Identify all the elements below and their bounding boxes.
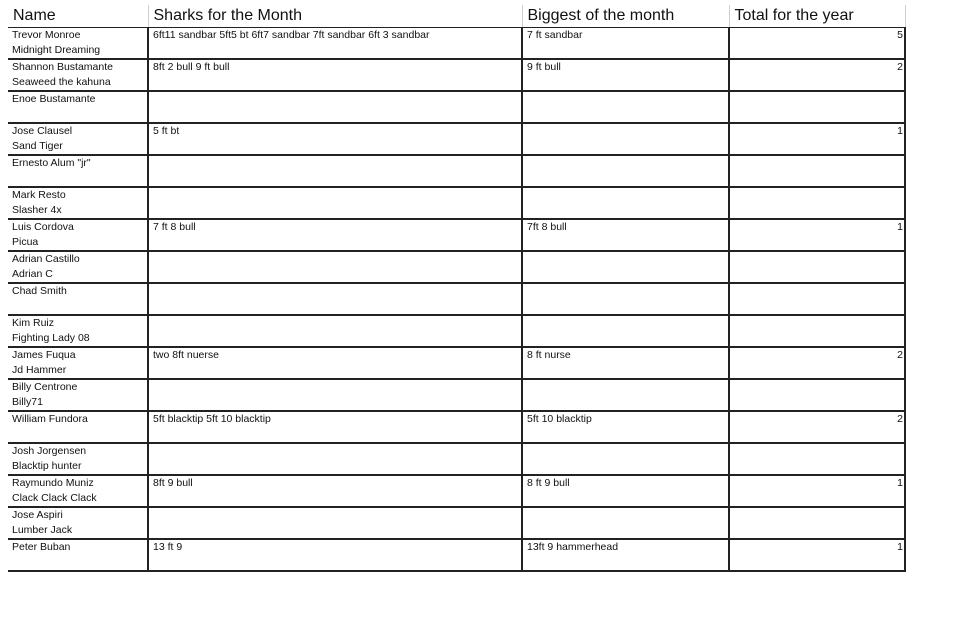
angler-name: James Fuqua [12, 349, 76, 361]
sharks-cell[interactable] [148, 507, 522, 539]
total-cell[interactable] [729, 187, 905, 219]
total-cell[interactable] [729, 315, 905, 347]
biggest-cell[interactable] [522, 187, 729, 219]
name-cell[interactable] [8, 507, 148, 539]
sharks-cell[interactable]: 5 ft bt [148, 123, 522, 155]
table-row [8, 443, 905, 475]
header-row [8, 5, 905, 28]
table-row [8, 379, 905, 411]
angler-name: Kim Ruiz [12, 317, 55, 329]
biggest-cell[interactable]: 13ft 9 hammerhead [522, 539, 729, 571]
sharks-cell[interactable] [148, 251, 522, 283]
angler-name: Ernesto Alum "jr" [12, 157, 91, 169]
name-cell[interactable] [8, 475, 148, 507]
name-cell[interactable] [8, 539, 148, 571]
biggest-cell[interactable] [522, 443, 729, 475]
angler-alias: Jd Hammer [12, 364, 67, 376]
total-cell[interactable]: 1 [729, 123, 905, 155]
angler-alias [12, 555, 147, 570]
sharks-cell[interactable] [148, 187, 522, 219]
biggest-cell[interactable]: 8 ft 9 bull [522, 475, 729, 507]
angler-alias: Lumber Jack [12, 524, 73, 536]
angler-alias: Sand Tiger [12, 140, 63, 152]
sharks-cell[interactable]: 8ft 9 bull [148, 475, 522, 507]
sharks-cell[interactable] [148, 443, 522, 475]
angler-name: Jose Aspiri [12, 509, 63, 521]
name-cell[interactable] [8, 91, 148, 123]
angler-name: Raymundo Muniz [12, 477, 94, 489]
table-row [8, 283, 905, 315]
biggest-cell[interactable]: 7ft 8 bull [522, 219, 729, 251]
table-row [8, 91, 905, 123]
name-cell[interactable] [8, 59, 148, 91]
angler-alias: Fighting Lady 08 [12, 332, 90, 344]
total-cell[interactable]: 1 [729, 539, 905, 571]
angler-name: Chad Smith [12, 285, 67, 297]
name-cell[interactable] [8, 443, 148, 475]
table-row [8, 187, 905, 219]
total-cell[interactable] [729, 443, 905, 475]
biggest-cell[interactable] [522, 315, 729, 347]
angler-name: Trevor Monroe [12, 29, 81, 41]
angler-name: Enoe Bustamante [12, 93, 96, 105]
table-row [8, 155, 905, 187]
biggest-cell[interactable] [522, 507, 729, 539]
angler-name: Peter Buban [12, 541, 71, 553]
total-cell[interactable]: 2 [729, 59, 905, 91]
total-cell[interactable] [729, 507, 905, 539]
angler-name: William Fundora [12, 413, 88, 425]
spreadsheet [8, 5, 905, 553]
angler-alias [12, 107, 147, 122]
table-row [8, 59, 905, 91]
sharks-cell[interactable]: 13 ft 9 [148, 539, 522, 571]
table-row [8, 507, 905, 539]
sharks-cell[interactable]: 8ft 2 bull 9 ft bull [148, 59, 522, 91]
total-cell[interactable]: 1 [729, 475, 905, 507]
angler-alias [12, 299, 147, 314]
total-cell[interactable] [729, 91, 905, 123]
biggest-cell[interactable] [522, 123, 729, 155]
total-cell[interactable] [729, 283, 905, 315]
angler-alias: Blacktip hunter [12, 460, 82, 472]
total-cell[interactable] [729, 251, 905, 283]
table-row [8, 411, 905, 443]
sharks-cell[interactable] [148, 315, 522, 347]
biggest-cell[interactable] [522, 379, 729, 411]
biggest-cell[interactable]: 8 ft nurse [522, 347, 729, 379]
table-row [8, 123, 905, 155]
angler-alias: Slasher 4x [12, 204, 62, 216]
table-row [8, 539, 905, 571]
table-body [8, 28, 905, 572]
biggest-cell[interactable] [522, 155, 729, 187]
header-total[interactable]: Total for the year [729, 5, 905, 28]
total-cell[interactable] [729, 155, 905, 187]
angler-name: Josh Jorgensen [12, 445, 87, 457]
table-row [8, 475, 905, 507]
sharks-cell[interactable]: 5ft blacktip 5ft 10 blacktip [148, 411, 522, 443]
name-cell[interactable] [8, 411, 148, 443]
total-cell[interactable] [729, 379, 905, 411]
name-cell[interactable] [8, 379, 148, 411]
name-cell[interactable] [8, 283, 148, 315]
angler-name: Shannon Bustamante [12, 61, 113, 73]
sharks-cell[interactable]: 6ft11 sandbar 5ft5 bt 6ft7 sandbar 7ft sandbar 6ft 3 sandbar [148, 28, 522, 60]
angler-alias: Seaweed the kahuna [12, 76, 111, 88]
table-row [8, 315, 905, 347]
angler-alias: Billy71 [12, 396, 43, 408]
name-cell[interactable] [8, 155, 148, 187]
name-cell[interactable] [8, 347, 148, 379]
sharks-cell[interactable] [148, 91, 522, 123]
biggest-cell[interactable] [522, 91, 729, 123]
angler-alias: Picua [12, 236, 39, 248]
angler-alias: Midnight Dreaming [12, 44, 101, 56]
sharks-cell[interactable] [148, 283, 522, 315]
total-cell[interactable]: 2 [729, 347, 905, 379]
angler-alias: Clack Clack Clack [12, 492, 97, 504]
biggest-cell[interactable]: 7 ft sandbar [522, 28, 729, 60]
total-cell[interactable]: 1 [729, 219, 905, 251]
angler-name: Billy Centrone [12, 381, 78, 393]
table-row [8, 251, 905, 283]
sharks-cell[interactable] [148, 379, 522, 411]
sharks-cell[interactable]: two 8ft nuerse [148, 347, 522, 379]
angler-name: Jose Clausel [12, 125, 73, 137]
name-cell[interactable] [8, 187, 148, 219]
table-row [8, 347, 905, 379]
name-cell[interactable] [8, 28, 148, 60]
angler-alias [12, 171, 147, 186]
biggest-cell[interactable] [522, 283, 729, 315]
biggest-cell[interactable]: 9 ft bull [522, 59, 729, 91]
total-cell[interactable]: 2 [729, 411, 905, 443]
angler-name: Luis Cordova [12, 221, 74, 233]
biggest-cell[interactable] [522, 251, 729, 283]
angler-alias: Adrian C [12, 268, 53, 280]
name-cell[interactable] [8, 251, 148, 283]
table-row [8, 219, 905, 251]
name-cell[interactable] [8, 219, 148, 251]
header-biggest[interactable]: Biggest of the month [522, 5, 729, 28]
shark-tally-table [8, 5, 906, 572]
biggest-cell[interactable]: 5ft 10 blacktip [522, 411, 729, 443]
angler-name: Mark Resto [12, 189, 66, 201]
name-cell[interactable] [8, 315, 148, 347]
header-sharks[interactable]: Sharks for the Month [148, 5, 522, 28]
sharks-cell[interactable]: 7 ft 8 bull [148, 219, 522, 251]
total-cell[interactable]: 5 [729, 28, 905, 60]
sharks-cell[interactable] [148, 155, 522, 187]
name-cell[interactable] [8, 123, 148, 155]
angler-name: Adrian Castillo [12, 253, 80, 265]
table-row [8, 28, 905, 60]
header-name[interactable]: Name [8, 5, 148, 28]
angler-alias [12, 427, 147, 442]
